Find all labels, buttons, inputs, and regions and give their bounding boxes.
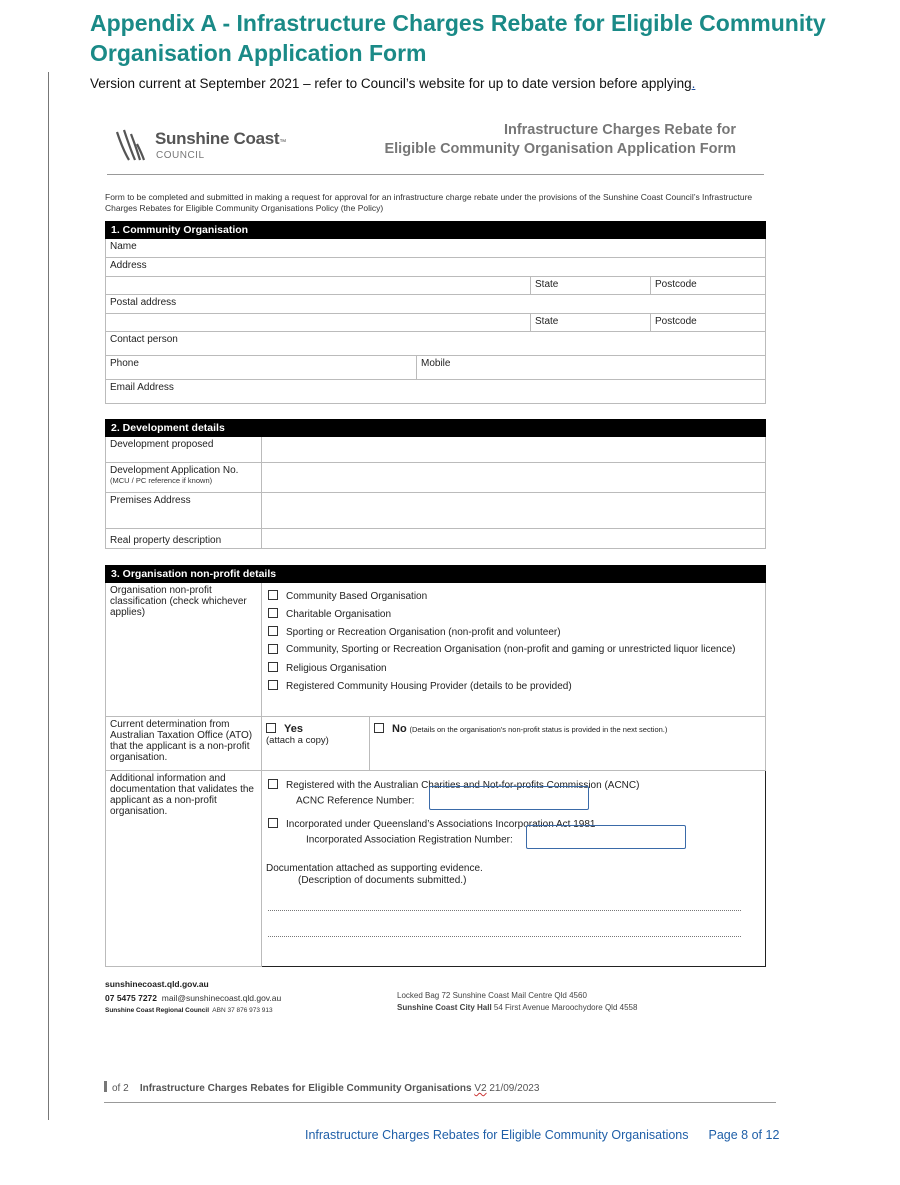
option-community-based[interactable]: Community Based Organisation xyxy=(268,590,761,603)
real-property-label: Real property description xyxy=(106,529,262,549)
option-religious[interactable]: Religious Organisation xyxy=(268,662,761,675)
no-checkbox[interactable] xyxy=(374,723,384,733)
wave-logo-icon xyxy=(115,124,155,164)
section-2-title: 2. Development details xyxy=(106,420,766,437)
inner-page-footer: of 2 Infrastructure Charges Rebates for Eligible Community Organisations V2 21/09/2023 xyxy=(104,1081,539,1094)
footer-address: Locked Bag 72 Sunshine Coast Mail Centre Qld 4560 Sunshine Coast City Hall 54 First Avenue Maroochydore Qld 4558 xyxy=(397,991,638,1012)
da-number-label: Development Application No. (MCU / PC reference if known) xyxy=(106,463,262,493)
da-number-field[interactable] xyxy=(262,463,766,493)
inner-footer-rule xyxy=(104,1102,776,1103)
address-line2-field[interactable] xyxy=(106,277,531,295)
incorporated-option[interactable]: Incorporated under Queensland’s Associations Incorporation Act 1981 xyxy=(268,818,761,831)
postal-line2-field[interactable] xyxy=(106,314,531,332)
sunshine-coast-logo xyxy=(115,122,325,166)
doc-line-1[interactable] xyxy=(268,909,741,911)
section-3-title: 3. Organisation non-profit details xyxy=(106,566,766,583)
section-1-title: 1. Community Organisation xyxy=(106,222,766,239)
left-margin-rule xyxy=(48,72,49,1120)
checkbox[interactable] xyxy=(268,590,278,600)
real-property-field[interactable] xyxy=(262,529,766,549)
checkbox[interactable] xyxy=(268,608,278,618)
logo-council: COUNCIL xyxy=(156,150,205,161)
logo-brand: Sunshine Coast™ xyxy=(155,129,286,148)
form-title: Infrastructure Charges Rebate for Eligible Community Organisation Application Form xyxy=(384,122,736,157)
inc-reg-input[interactable] xyxy=(526,825,686,849)
classification-options xyxy=(262,583,766,717)
email-field[interactable]: Email Address xyxy=(106,380,766,404)
acnc-ref-label: ACNC Reference Number: xyxy=(296,795,415,807)
page-heading: Appendix A - Infrastructure Charges Rebate for Eligible Community Organisation Application Form xyxy=(90,10,826,66)
mobile-field[interactable]: Mobile xyxy=(417,356,766,380)
acnc-option[interactable]: Registered with the Australian Charities and Not-for-profits Commission (ACNC) xyxy=(268,779,761,792)
premises-address-label: Premises Address xyxy=(106,493,262,529)
development-proposed-label: Development proposed xyxy=(106,437,262,463)
additional-info-label: Additional information and documentation that validates the applicant as a non-profit organisation. xyxy=(106,771,262,967)
doc-line-2[interactable] xyxy=(268,935,741,937)
postal-state-field[interactable]: State xyxy=(531,314,651,332)
footer-contact: sunshinecoast.qld.gov.au 07 5475 7272 mail@sunshinecoast.qld.gov.au Sunshine Coast Regional Council ABN 37 876 973 913 xyxy=(105,979,282,1014)
checkbox[interactable] xyxy=(268,680,278,690)
doc-desc-label: (Description of documents submitted.) xyxy=(298,875,467,886)
state-field[interactable]: State xyxy=(531,277,651,295)
ato-no-cell[interactable]: No (Details on the organisation’s non-profit status is provided in the next section.) xyxy=(370,717,766,771)
postal-address-field[interactable]: Postal address xyxy=(106,295,766,314)
section-2-table xyxy=(105,419,766,549)
option-charitable[interactable]: Charitable Organisation xyxy=(268,608,761,621)
phone-field[interactable]: Phone xyxy=(106,356,417,380)
name-field[interactable]: Name xyxy=(106,239,766,258)
acnc-ref-input[interactable] xyxy=(429,786,589,810)
checkbox[interactable] xyxy=(268,662,278,672)
contact-person-field[interactable]: Contact person xyxy=(106,332,766,356)
section-3-table xyxy=(105,565,766,967)
header-rule xyxy=(107,174,764,175)
ato-label: Current determination from Australian Taxation Office (ATO) that the applicant is a non-profit organisation. xyxy=(106,717,262,771)
checkbox[interactable] xyxy=(268,644,278,654)
inc-reg-label: Incorporated Association Registration Number: xyxy=(306,834,513,846)
address-field[interactable]: Address xyxy=(106,258,766,277)
incorporated-checkbox[interactable] xyxy=(268,818,278,828)
additional-info-cell xyxy=(262,771,766,967)
footer-website: sunshinecoast.qld.gov.au xyxy=(105,979,209,989)
intro-text: Form to be completed and submitted in making a request for approval for an infrastructure charge rebate under the provisions of the Sunshine Coast Council’s Infrastructure Charges Rebates for Eligible Community Organisations Policy (the Policy) xyxy=(105,192,753,213)
footer-title: Infrastructure Charges Rebates for Eligible Community Organisations xyxy=(305,1128,689,1142)
version-period: . xyxy=(691,76,696,91)
section-1-table xyxy=(105,221,766,404)
premises-address-field[interactable] xyxy=(262,493,766,529)
classification-label: Organisation non-profit classification (check whichever applies) xyxy=(106,583,262,717)
page-number: Page 8 of 12 xyxy=(708,1128,780,1142)
doc-attached-label: Documentation attached as supporting evidence. xyxy=(266,863,483,874)
development-proposed-field[interactable] xyxy=(262,437,766,463)
option-housing-provider[interactable]: Registered Community Housing Provider (details to be provided) xyxy=(268,680,761,693)
page-footer xyxy=(305,1128,779,1142)
postal-postcode-field[interactable]: Postcode xyxy=(651,314,766,332)
version-note xyxy=(90,76,695,91)
option-sporting-recreation[interactable]: Sporting or Recreation Organisation (non-profit and volunteer) xyxy=(268,626,761,639)
ato-yes-cell[interactable]: Yes (attach a copy) xyxy=(262,717,370,771)
acnc-checkbox[interactable] xyxy=(268,779,278,789)
version-text: Version current at September 2021 – refer to Council’s website for up to date version before applying xyxy=(90,76,692,91)
option-gaming-liquor[interactable]: Community, Sporting or Recreation Organisation (non-profit and gaming or unrestricted liquor licence) xyxy=(268,644,761,657)
yes-checkbox[interactable] xyxy=(266,723,276,733)
checkbox[interactable] xyxy=(268,626,278,636)
postcode-field[interactable]: Postcode xyxy=(651,277,766,295)
